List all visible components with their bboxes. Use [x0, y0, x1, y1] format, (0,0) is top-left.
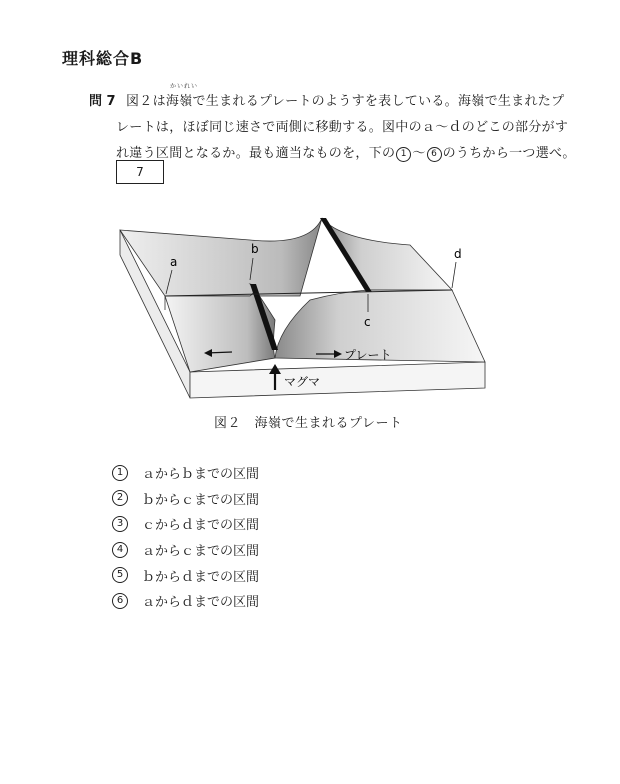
choice-6-number: 6 — [112, 593, 128, 609]
choice-5-text: ｂからｄまでの区間 — [142, 569, 260, 585]
question-number: 問 7 — [89, 94, 116, 109]
label-a: a — [170, 255, 178, 269]
choice-4[interactable] — [112, 537, 259, 563]
block-front-face — [190, 362, 485, 398]
choice-4-number: 4 — [112, 542, 128, 558]
choice-1-number: 1 — [112, 465, 128, 481]
plate-label: プレート — [344, 348, 392, 362]
label-d: d — [454, 247, 462, 261]
choice-6[interactable] — [112, 588, 259, 614]
label-b: b — [251, 242, 259, 256]
answer-choices — [112, 460, 259, 614]
choice-2[interactable] — [112, 486, 259, 512]
back-right-surface — [322, 218, 452, 290]
ruby-kairei: かいれい — [170, 83, 199, 90]
range-start-number: 1 — [396, 147, 411, 162]
figure-caption: 図２ 海嶺で生まれるプレート — [214, 416, 403, 431]
range-separator: ～ — [412, 146, 426, 161]
choice-5-number: 5 — [112, 567, 128, 583]
question-line-3-pre: れ違う区間となるか。最も適当なものを，下の — [116, 146, 396, 161]
magma-label: マグマ — [284, 375, 321, 389]
range-end-number: 6 — [427, 147, 442, 162]
choice-1-text: ａからｂまでの区間 — [142, 467, 260, 483]
choice-4-text: ａからｃまでの区間 — [142, 544, 260, 560]
plate-diagram — [100, 200, 520, 410]
choice-1[interactable] — [112, 460, 259, 486]
answer-box[interactable]: 7 — [116, 160, 164, 184]
question-line-1: 図２は海嶺で生まれるプレートのようすを表している。海嶺で生まれたプ — [126, 94, 565, 109]
question-line-3-post: のうちから一つ選べ。 — [442, 146, 576, 161]
choice-2-text: ｂからｃまでの区間 — [142, 492, 260, 508]
choice-2-number: 2 — [112, 490, 128, 506]
label-c: c — [364, 315, 371, 329]
choice-3[interactable] — [112, 511, 259, 537]
choice-6-text: ａからｄまでの区間 — [142, 595, 260, 611]
choice-3-text: ｃからｄまでの区間 — [142, 518, 260, 534]
choice-3-number: 3 — [112, 516, 128, 532]
pointer-d — [452, 262, 456, 288]
section-title: 理科総合B — [62, 49, 144, 68]
question-line-3 — [116, 142, 576, 162]
back-left-surface — [120, 218, 322, 296]
choice-5[interactable] — [112, 562, 259, 588]
question-line-2: レートは，ほぼ同じ速さで両側に移動する。図中のａ～ｄのどこの部分がす — [116, 120, 569, 135]
